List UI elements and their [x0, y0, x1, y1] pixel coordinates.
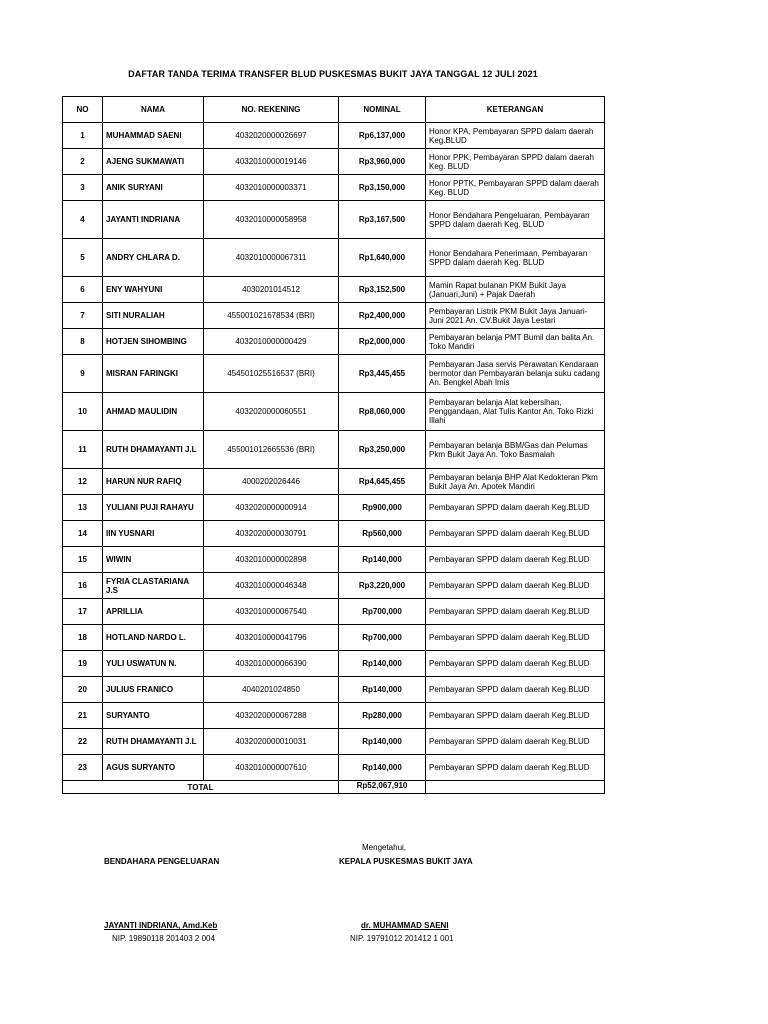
- row-nama: SITI NURALIAH: [103, 303, 204, 329]
- row-no: 14: [63, 521, 103, 547]
- row-keterangan: Pembayaran SPPD dalam daerah Keg.BLUD: [426, 625, 605, 651]
- table-row: [63, 355, 605, 393]
- row-nama: YULI USWATUN N.: [103, 651, 204, 677]
- row-no: 22: [63, 729, 103, 755]
- row-no: 19: [63, 651, 103, 677]
- header-keterangan: KETERANGAN: [426, 97, 605, 123]
- row-keterangan: Pembayaran belanja Alat kebersihan, Penggandaan, Alat Tulis Kantor An. Toko Rizki Illahi: [426, 393, 605, 431]
- row-nominal: Rp140,000: [339, 755, 426, 781]
- row-rekening: 4032020000030791: [204, 521, 339, 547]
- row-rekening: 4030201014512: [204, 277, 339, 303]
- row-keterangan: Pembayaran SPPD dalam daerah Keg.BLUD: [426, 573, 605, 599]
- row-no: 13: [63, 495, 103, 521]
- row-rekening: 4032010000066390: [204, 651, 339, 677]
- row-nominal: Rp700,000: [339, 599, 426, 625]
- row-no: 4: [63, 201, 103, 239]
- row-nama: JAYANTI INDRIANA: [103, 201, 204, 239]
- table-row: [63, 303, 605, 329]
- left-signatory-name: JAYANTI INDRIANA, Amd.Keb: [104, 921, 218, 930]
- row-nama: HOTJEN SIHOMBING: [103, 329, 204, 355]
- row-nama: MISRAN FARINGKI: [103, 355, 204, 393]
- table-row: [63, 329, 605, 355]
- row-nama: YULIANI PUJI RAHAYU: [103, 495, 204, 521]
- table-row: [63, 277, 605, 303]
- row-nominal: Rp3,167,500: [339, 201, 426, 239]
- row-keterangan: Honor PPTK, Pembayaran SPPD dalam daerah Keg. BLUD: [426, 175, 605, 201]
- table-row: [63, 729, 605, 755]
- row-keterangan: Pembayaran SPPD dalam daerah Keg.BLUD: [426, 521, 605, 547]
- table-row: [63, 755, 605, 781]
- row-no: 10: [63, 393, 103, 431]
- row-no: 23: [63, 755, 103, 781]
- row-rekening: 4032010000000429: [204, 329, 339, 355]
- row-nominal: Rp900,000: [339, 495, 426, 521]
- row-no: 9: [63, 355, 103, 393]
- total-label: TOTAL: [63, 781, 339, 794]
- table-row: [63, 123, 605, 149]
- row-keterangan: Pembayaran belanja BBM/Gas dan Pelumas Pkm Bukit Jaya An. Toko Basmalah: [426, 431, 605, 469]
- row-rekening: 4032010000003371: [204, 175, 339, 201]
- row-keterangan: Pembayaran belanja BHP Alat Kedokteran Pkm Bukit Jaya An. Apotek Mandiri: [426, 469, 605, 495]
- row-rekening: 4032020000026697: [204, 123, 339, 149]
- row-rekening: 4032010000046348: [204, 573, 339, 599]
- row-keterangan: Pembayaran Listrik PKM Bukit Jaya Januari-Juni 2021 An. CV.Bukit Jaya Lestari: [426, 303, 605, 329]
- row-keterangan: Honor PPK, Pembayaran SPPD dalam daerah Keg. BLUD: [426, 149, 605, 175]
- row-nominal: Rp3,445,455: [339, 355, 426, 393]
- row-rekening: 4000202026446: [204, 469, 339, 495]
- total-row: [63, 781, 605, 794]
- row-no: 8: [63, 329, 103, 355]
- row-nama: RUTH DHAMAYANTI J.L: [103, 729, 204, 755]
- row-nominal: Rp1,640,000: [339, 239, 426, 277]
- row-nominal: Rp8,060,000: [339, 393, 426, 431]
- table-row: [63, 547, 605, 573]
- transfer-table: [62, 96, 605, 794]
- row-nama: HARUN NUR RAFIQ: [103, 469, 204, 495]
- left-signatory-role: BENDAHARA PENGELUARAN: [104, 857, 220, 866]
- table-row: [63, 431, 605, 469]
- header-nominal: NOMINAL: [339, 97, 426, 123]
- row-keterangan: Pembayaran SPPD dalam daerah Keg.BLUD: [426, 547, 605, 573]
- left-signatory-nip: NIP. 19890118 201403 2 004: [112, 934, 215, 943]
- row-rekening: 4032020000060551: [204, 393, 339, 431]
- right-signatory-role: KEPALA PUSKESMAS BUKIT JAYA: [339, 857, 473, 866]
- row-nominal: Rp3,250,000: [339, 431, 426, 469]
- row-nominal: Rp3,220,000: [339, 573, 426, 599]
- document-title: DAFTAR TANDA TERIMA TRANSFER BLUD PUSKESMAS BUKIT JAYA TANGGAL 12 JULI 2021: [128, 69, 538, 79]
- row-no: 7: [63, 303, 103, 329]
- row-rekening: 4032010000041796: [204, 625, 339, 651]
- row-no: 20: [63, 677, 103, 703]
- row-nama: FYRIA CLASTARIANA J.S: [103, 573, 204, 599]
- row-nominal: Rp560,000: [339, 521, 426, 547]
- row-nominal: Rp2,400,000: [339, 303, 426, 329]
- row-keterangan: Pembayaran SPPD dalam daerah Keg.BLUD: [426, 729, 605, 755]
- table-row: [63, 677, 605, 703]
- row-rekening: 4032010000007610: [204, 755, 339, 781]
- row-rekening: 454501025516537 (BRI): [204, 355, 339, 393]
- row-rekening: 455001021678534 (BRI): [204, 303, 339, 329]
- header-nama: NAMA: [103, 97, 204, 123]
- row-nominal: Rp140,000: [339, 547, 426, 573]
- row-nama: AGUS SURYANTO: [103, 755, 204, 781]
- row-nama: AHMAD MAULIDIN: [103, 393, 204, 431]
- mengetahui-label: Mengetahui,: [362, 843, 407, 852]
- right-signatory-name: dr. MUHAMMAD SAENI: [361, 921, 449, 930]
- row-no: 6: [63, 277, 103, 303]
- row-nominal: Rp3,150,000: [339, 175, 426, 201]
- table-body: [63, 123, 605, 781]
- row-keterangan: Honor Bendahara Pengeluaran, Pembayaran SPPD dalam daerah Keg. BLUD: [426, 201, 605, 239]
- row-rekening: 4040201024850: [204, 677, 339, 703]
- row-nama: AJENG SUKMAWATI: [103, 149, 204, 175]
- row-nama: JULIUS FRANICO: [103, 677, 204, 703]
- row-nama: WIWIN: [103, 547, 204, 573]
- row-keterangan: Pembayaran SPPD dalam daerah Keg.BLUD: [426, 703, 605, 729]
- table-row: [63, 239, 605, 277]
- row-no: 17: [63, 599, 103, 625]
- row-keterangan: Pembayaran Jasa servis Perawatan Kendaraan bermotor dan Pembayaran belanja suku cadang An. Bengkel Abah Imis: [426, 355, 605, 393]
- row-no: 12: [63, 469, 103, 495]
- row-keterangan: Pembayaran SPPD dalam daerah Keg.BLUD: [426, 599, 605, 625]
- total-value: Rp52,067,910: [339, 781, 426, 794]
- table-row: [63, 495, 605, 521]
- table-row: [63, 469, 605, 495]
- row-keterangan: Pembayaran belanja PMT Bumil dan balita An. Toko Mandiri: [426, 329, 605, 355]
- row-nominal: Rp140,000: [339, 651, 426, 677]
- row-no: 16: [63, 573, 103, 599]
- row-nominal: Rp140,000: [339, 729, 426, 755]
- table-row: [63, 573, 605, 599]
- row-nominal: Rp3,152,500: [339, 277, 426, 303]
- row-nominal: Rp4,645,455: [339, 469, 426, 495]
- row-keterangan: Pembayaran SPPD dalam daerah Keg.BLUD: [426, 755, 605, 781]
- row-nominal: Rp140,000: [339, 677, 426, 703]
- row-nama: ENY WAHYUNI: [103, 277, 204, 303]
- row-no: 18: [63, 625, 103, 651]
- row-keterangan: Pembayaran SPPD dalam daerah Keg.BLUD: [426, 677, 605, 703]
- right-signatory-nip: NIP. 19791012 201412 1 001: [350, 934, 454, 943]
- row-nama: ANDRY CHLARA D.: [103, 239, 204, 277]
- table-row: [63, 175, 605, 201]
- row-no: 21: [63, 703, 103, 729]
- table-row: [63, 625, 605, 651]
- table-row: [63, 149, 605, 175]
- table-row: [63, 599, 605, 625]
- header-rekening: NO. REKENING: [204, 97, 339, 123]
- row-rekening: 455001012665536 (BRI): [204, 431, 339, 469]
- row-keterangan: Mamin Rapat bulanan PKM Bukit Jaya (Januari,Juni) + Pajak Daerah: [426, 277, 605, 303]
- table-row: [63, 201, 605, 239]
- row-nominal: Rp280,000: [339, 703, 426, 729]
- row-nama: IIN YUSNARI: [103, 521, 204, 547]
- row-rekening: 4032010000002898: [204, 547, 339, 573]
- row-no: 5: [63, 239, 103, 277]
- row-nama: APRILLIA: [103, 599, 204, 625]
- row-no: 11: [63, 431, 103, 469]
- row-no: 3: [63, 175, 103, 201]
- row-keterangan: Honor Bendahara Penerimaan, Pembayaran SPPD dalam daerah Keg. BLUD: [426, 239, 605, 277]
- row-keterangan: Pembayaran SPPD dalam daerah Keg.BLUD: [426, 651, 605, 677]
- row-no: 1: [63, 123, 103, 149]
- row-nominal: Rp6,137,000: [339, 123, 426, 149]
- row-nama: MUHAMMAD SAENI: [103, 123, 204, 149]
- table-header-row: [63, 97, 605, 123]
- total-empty-cell: [426, 781, 605, 794]
- row-nominal: Rp2,000,000: [339, 329, 426, 355]
- row-nama: RUTH DHAMAYANTI J.L: [103, 431, 204, 469]
- row-nominal: Rp3,960,000: [339, 149, 426, 175]
- row-rekening: 4032010000067540: [204, 599, 339, 625]
- row-rekening: 4032020000000914: [204, 495, 339, 521]
- row-nama: HOTLAND NARDO L.: [103, 625, 204, 651]
- row-no: 15: [63, 547, 103, 573]
- row-rekening: 4032010000067311: [204, 239, 339, 277]
- header-no: NO: [63, 97, 103, 123]
- table-row: [63, 703, 605, 729]
- row-keterangan: Honor KPA, Pembayaran SPPD dalam daerah Keg.BLUD: [426, 123, 605, 149]
- row-nama: ANIK SURYANI: [103, 175, 204, 201]
- row-no: 2: [63, 149, 103, 175]
- row-rekening: 4032020000010031: [204, 729, 339, 755]
- row-rekening: 4032010000058958: [204, 201, 339, 239]
- table-row: [63, 651, 605, 677]
- row-rekening: 4032010000019146: [204, 149, 339, 175]
- row-keterangan: Pembayaran SPPD dalam daerah Keg.BLUD: [426, 495, 605, 521]
- table-row: [63, 393, 605, 431]
- row-rekening: 4032020000067288: [204, 703, 339, 729]
- table-row: [63, 521, 605, 547]
- row-nama: SURYANTO: [103, 703, 204, 729]
- row-nominal: Rp700,000: [339, 625, 426, 651]
